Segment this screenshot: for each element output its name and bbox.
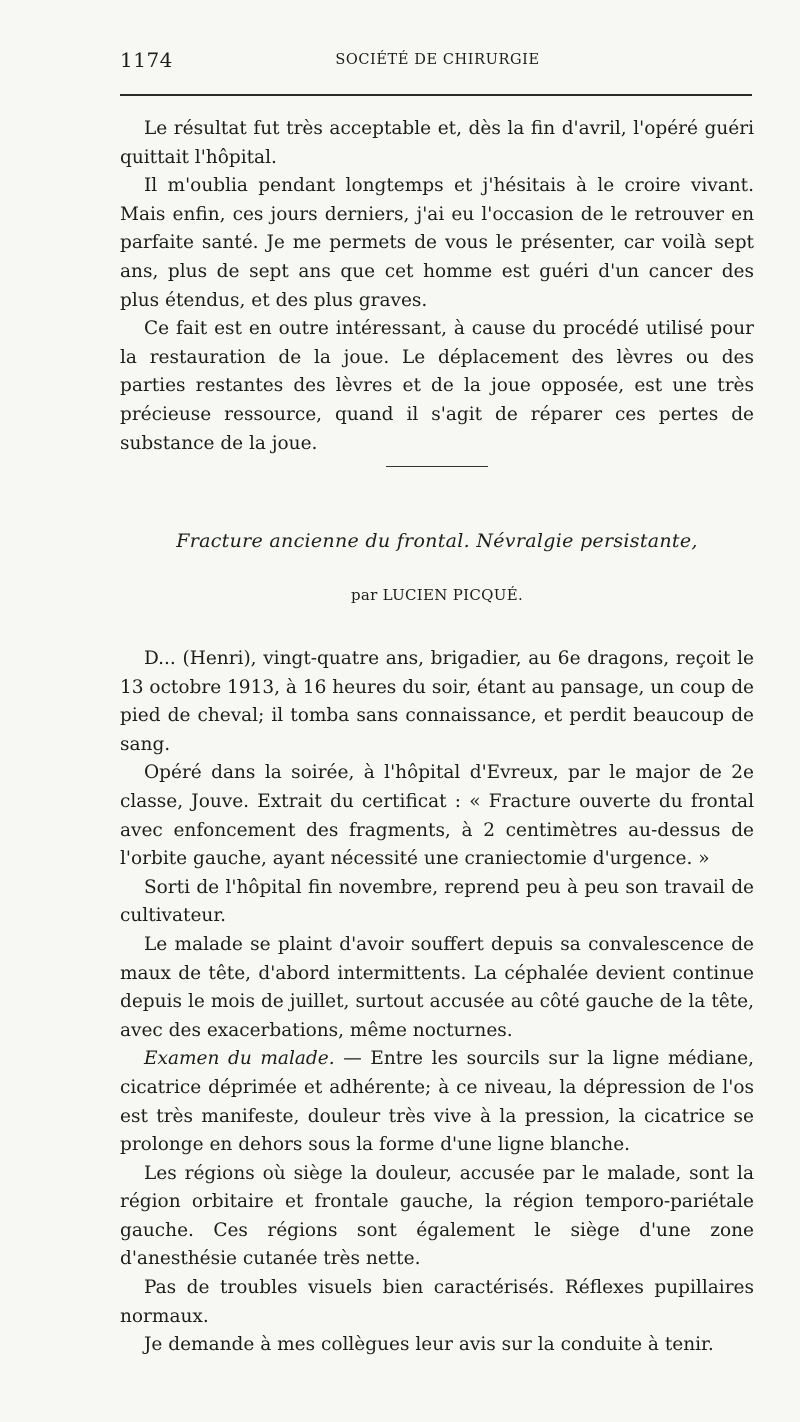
section-separator	[386, 466, 488, 467]
paragraph: Les régions où siège la douleur, accusée par le malade, sont la région orbitaire et frontale gauche, la région temporo-pariétale gauche. Ces régions sont également le siège d'une zone d'anesthésie cutanée très nette.	[120, 1162, 754, 1270]
paragraph: Opéré dans la soirée, à l'hôpital d'Evreux, par le major de 2e classe, Jouve. Extrait du certificat : « Fracture ouverte du frontal avec enfoncement des fragments, à 2 centimètres au-dessus de l'orbite gauche, ayant nécessité une craniectomie d'urgence. »	[120, 762, 754, 870]
paragraph: Pas de troubles visuels bien caractérisés. Réflexes pupillaires normaux.	[120, 1277, 754, 1327]
exam-text: — Entre les sourcils sur la ligne médiane, cicatrice déprimée et adhérente; à ce niveau, la dépression de l'os est très manifeste, douleur très vive à la pression, la cicatrice se prolonge en dehors sous la forme d'une ligne blanche.	[120, 1048, 754, 1156]
paragraph: Je demande à mes collègues leur avis sur la conduite à tenir.	[144, 1334, 714, 1356]
paragraph: Le malade se plaint d'avoir souffert depuis sa convalescence de maux de tête, d'abord intermittents. La céphalée devient continue depuis le mois de juillet, surtout accusée au côté gauche de la tête, avec des exacerbations, même nocturnes.	[120, 933, 754, 1041]
paragraph: D... (Henri), vingt-quatre ans, brigadier, au 6e dragons, reçoit le 13 octobre 1913, à 16 heures du soir, étant au pansage, un coup de pied de cheval; il tomba sans connaissance, et perdit beaucoup de sang.	[120, 648, 754, 755]
header-rule	[120, 94, 752, 96]
previous-article-conclusion	[120, 115, 754, 458]
exam-paragraph	[120, 1045, 754, 1159]
running-head: SOCIÉTÉ DE CHIRURGIE	[335, 52, 540, 68]
article-body	[120, 645, 754, 1360]
exam-heading: Examen du malade.	[144, 1048, 335, 1070]
article-byline: par LUCIEN PICQUÉ.	[350, 586, 524, 604]
paragraph: Sorti de l'hôpital fin novembre, reprend peu à peu son travail de cultivateur.	[120, 876, 754, 927]
article-title: Fracture ancienne du frontal. Névralgie persistante,	[176, 530, 698, 552]
paragraph: Ce fait est en outre intéressant, à cause du procédé utilisé pour la restauration de la joue. Le déplacement des lèvres ou des parties restantes des lèvres et de la joue opposée, est une très précieuse ressource, quand il s'agit de réparer ces pertes de substance de la joue.	[120, 318, 754, 454]
paragraph: Il m'oublia pendant longtemps et j'hésitais à le croire vivant. Mais enfin, ces jours derniers, j'ai eu l'occasion de le retrouver en parfaite santé. Je me permets de vous le présenter, car voilà sept ans, plus de sept ans que cet homme est guéri d'un cancer des plus étendus, et des plus graves.	[120, 175, 754, 311]
page-header	[120, 48, 755, 78]
page-number: 1174	[120, 48, 173, 72]
paragraph: Le résultat fut très acceptable et, dès la fin d'avril, l'opéré guéri quittait l'hôpital.	[120, 118, 754, 168]
